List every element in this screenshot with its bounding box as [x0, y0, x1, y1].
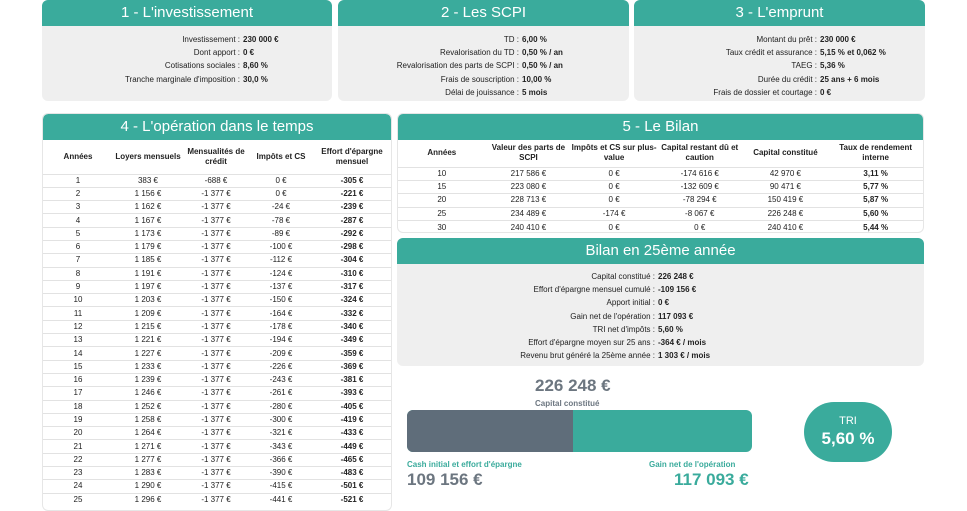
table-cell: 1 290 €	[113, 480, 183, 493]
kv-row	[397, 323, 924, 336]
column-header: Années	[63, 151, 93, 161]
table-cell: 6	[43, 240, 113, 253]
table-row	[43, 334, 391, 347]
table-cell: 90 471 €	[743, 180, 829, 193]
bilan-header-row	[398, 140, 923, 167]
table-cell: -1 377 €	[183, 240, 249, 253]
table-cell: -100 €	[249, 240, 313, 253]
kv-label: Apport initial :	[606, 298, 655, 308]
operation-card	[42, 113, 392, 511]
kv-row	[42, 59, 332, 72]
table-row	[398, 167, 923, 180]
kv-row	[634, 86, 925, 99]
table-cell: -221 €	[313, 187, 391, 200]
table-cell: 1 203 €	[113, 294, 183, 307]
kv-row	[338, 46, 629, 59]
kv-row	[42, 73, 332, 86]
table-cell: 1 227 €	[113, 347, 183, 360]
table-cell: 10	[398, 167, 486, 180]
table-cell: -483 €	[313, 467, 391, 480]
table-cell: 7	[43, 254, 113, 267]
table-cell: -441 €	[249, 493, 313, 506]
kv-label: Revalorisation du TD :	[440, 48, 519, 58]
loan-list	[634, 26, 925, 99]
table-cell: -280 €	[249, 400, 313, 413]
table-cell: -369 €	[313, 360, 391, 373]
table-row	[43, 214, 391, 227]
table-cell: -174 €	[571, 207, 657, 220]
table-cell: 0 €	[249, 187, 313, 200]
table-cell: -449 €	[313, 440, 391, 453]
table-cell: 15	[398, 180, 486, 193]
table-cell: 25	[43, 493, 113, 506]
table-cell: -1 377 €	[183, 294, 249, 307]
table-row	[43, 400, 391, 413]
kv-value: 5,15 % et 0,062 %	[820, 48, 886, 58]
table-cell: -292 €	[313, 227, 391, 240]
table-row	[43, 240, 391, 253]
table-cell: -1 377 €	[183, 453, 249, 466]
table-cell: 20	[43, 427, 113, 440]
table-row	[43, 254, 391, 267]
kv-row	[338, 86, 629, 99]
table-cell: 0 €	[571, 194, 657, 207]
table-cell: 1 271 €	[113, 440, 183, 453]
table-row	[43, 294, 391, 307]
kv-row	[397, 310, 924, 323]
table-cell: 21	[43, 440, 113, 453]
operation-title: 4 - L'opération dans le temps	[43, 114, 391, 140]
table-cell: -433 €	[313, 427, 391, 440]
table-row	[43, 453, 391, 466]
kv-label: Durée du crédit :	[757, 74, 817, 84]
table-cell: -112 €	[249, 254, 313, 267]
kv-label: Tranche marginale d'imposition :	[124, 74, 240, 84]
table-cell: -1 377 €	[183, 187, 249, 200]
kv-value: 0,50 % / an	[522, 48, 563, 58]
kv-value: 0 €	[820, 87, 832, 97]
table-cell: 0 €	[571, 180, 657, 193]
table-cell: 9	[43, 280, 113, 293]
kv-label: TD :	[503, 35, 519, 44]
table-cell: -1 377 €	[183, 480, 249, 493]
kv-label: Effort d'épargne mensuel cumulé :	[533, 285, 655, 295]
kv-value: 25 ans + 6 mois	[820, 74, 880, 84]
table-cell: 234 489 €	[486, 207, 572, 220]
table-cell: 1 264 €	[113, 427, 183, 440]
table-row	[43, 201, 391, 214]
table-cell: 15	[43, 360, 113, 373]
tri-badge	[804, 402, 892, 462]
table-cell: -393 €	[313, 387, 391, 400]
table-row	[43, 467, 391, 480]
table-cell: -381 €	[313, 373, 391, 386]
bilan25-card	[397, 238, 924, 366]
table-row	[43, 307, 391, 320]
table-row	[43, 427, 391, 440]
kv-row	[338, 73, 629, 86]
table-row	[398, 221, 923, 233]
operation-table	[43, 140, 391, 506]
table-cell: -1 377 €	[183, 373, 249, 386]
table-cell: -405 €	[313, 400, 391, 413]
table-row	[398, 194, 923, 207]
table-cell: -1 377 €	[183, 320, 249, 333]
table-cell: 19	[43, 413, 113, 426]
investment-list	[42, 26, 332, 86]
kv-row	[338, 33, 629, 46]
table-cell: -24 €	[249, 201, 313, 214]
table-row	[43, 360, 391, 373]
table-cell: -465 €	[313, 453, 391, 466]
table-cell: -521 €	[313, 493, 391, 506]
table-cell: 2	[43, 187, 113, 200]
table-cell: 42 970 €	[743, 167, 829, 180]
table-cell: 1 179 €	[113, 240, 183, 253]
bilan25-title: Bilan en 25ème année	[397, 238, 924, 264]
table-cell: -366 €	[249, 453, 313, 466]
scpi-title: 2 - Les SCPI	[338, 0, 629, 26]
table-cell: -1 377 €	[183, 201, 249, 214]
kv-row	[397, 283, 924, 296]
table-cell: 5,77 %	[828, 180, 923, 193]
table-cell: 17	[43, 387, 113, 400]
table-row	[43, 493, 391, 506]
kv-label: Capital constitué :	[591, 272, 655, 281]
table-cell: -1 377 €	[183, 214, 249, 227]
kv-label: Montant du prêt :	[756, 35, 817, 44]
column-header: Années	[427, 148, 457, 158]
table-cell: -261 €	[249, 387, 313, 400]
table-cell: 10	[43, 294, 113, 307]
gain-label: Gain net de l'opération	[649, 460, 736, 469]
table-cell: -390 €	[249, 467, 313, 480]
table-cell: -243 €	[249, 373, 313, 386]
kv-value: 6,00 %	[522, 35, 547, 44]
table-cell: -1 377 €	[183, 400, 249, 413]
table-cell: 4	[43, 214, 113, 227]
kv-label: Frais de dossier et courtage :	[713, 87, 817, 97]
table-cell: 383 €	[113, 174, 183, 187]
operation-body	[43, 174, 391, 506]
kv-row	[397, 296, 924, 309]
bilan25-list	[397, 264, 924, 362]
table-cell: -305 €	[313, 174, 391, 187]
kv-value: -364 € / mois	[658, 338, 707, 348]
investment-card	[42, 0, 332, 101]
scpi-list	[338, 26, 629, 99]
table-cell: -501 €	[313, 480, 391, 493]
capital-label: Capital constitué	[535, 399, 600, 408]
cash-bar-segment	[407, 410, 573, 452]
bilan-title: 5 - Le Bilan	[398, 114, 923, 140]
kv-value: 230 000 €	[243, 35, 279, 44]
table-cell: 22	[43, 453, 113, 466]
kv-label: TAEG :	[791, 61, 817, 71]
scpi-card	[338, 0, 629, 101]
table-cell: 0 €	[657, 221, 743, 233]
table-cell: -359 €	[313, 347, 391, 360]
kv-label: TRI net d'impôts :	[592, 324, 655, 334]
bilan-card	[397, 113, 924, 233]
table-cell: -78 €	[249, 214, 313, 227]
table-row	[43, 174, 391, 187]
table-cell: -1 377 €	[183, 360, 249, 373]
table-cell: 25	[398, 207, 486, 220]
table-row	[43, 387, 391, 400]
kv-label: Dont apport :	[193, 48, 240, 58]
kv-value: 226 248 €	[658, 272, 694, 281]
table-cell: 1 156 €	[113, 187, 183, 200]
kv-row	[634, 59, 925, 72]
column-header: Taux de rendement interne	[839, 143, 913, 163]
table-cell: -78 294 €	[657, 194, 743, 207]
table-cell: -1 377 €	[183, 254, 249, 267]
kv-row	[397, 270, 924, 283]
table-cell: -1 377 €	[183, 280, 249, 293]
table-cell: 1 191 €	[113, 267, 183, 280]
table-cell: 1 221 €	[113, 334, 183, 347]
table-row	[43, 347, 391, 360]
kv-row	[634, 73, 925, 86]
table-cell: -178 €	[249, 320, 313, 333]
table-cell: -194 €	[249, 334, 313, 347]
kv-label: Revalorisation des parts de SCPI :	[396, 61, 519, 71]
column-header: Valeur des parts de SCPI	[491, 143, 566, 163]
gain-value: 117 093 €	[674, 470, 749, 489]
table-cell: -1 377 €	[183, 347, 249, 360]
table-cell: 11	[43, 307, 113, 320]
table-cell: -310 €	[313, 267, 391, 280]
table-cell: -287 €	[313, 214, 391, 227]
kv-label: Cotisations sociales :	[164, 61, 240, 71]
table-cell: 1	[43, 174, 113, 187]
kv-value: 117 093 €	[658, 311, 694, 321]
table-cell: -1 377 €	[183, 307, 249, 320]
table-cell: -124 €	[249, 267, 313, 280]
table-cell: 240 410 €	[743, 221, 829, 233]
table-row	[43, 320, 391, 333]
loan-card	[634, 0, 925, 101]
kv-row	[338, 59, 629, 72]
table-cell: 1 162 €	[113, 201, 183, 214]
table-cell: -150 €	[249, 294, 313, 307]
table-row	[43, 280, 391, 293]
loan-title: 3 - L'emprunt	[634, 0, 925, 26]
table-cell: -226 €	[249, 360, 313, 373]
table-cell: -89 €	[249, 227, 313, 240]
table-cell: -1 377 €	[183, 427, 249, 440]
kv-value: 5,36 %	[820, 61, 845, 71]
table-cell: -1 377 €	[183, 493, 249, 506]
table-cell: 5	[43, 227, 113, 240]
table-cell: 1 246 €	[113, 387, 183, 400]
table-cell: -1 377 €	[183, 413, 249, 426]
kv-row	[634, 33, 925, 46]
kv-value: 30,0 %	[243, 74, 268, 84]
operation-header-row	[43, 140, 391, 174]
table-cell: -164 €	[249, 307, 313, 320]
table-cell: 1 209 €	[113, 307, 183, 320]
table-cell: 1 197 €	[113, 280, 183, 293]
table-row	[43, 413, 391, 426]
table-cell: -1 377 €	[183, 440, 249, 453]
table-cell: 0 €	[249, 174, 313, 187]
kv-label: Gain net de l'opération :	[570, 311, 655, 321]
kv-row	[634, 46, 925, 59]
kv-label: Frais de souscription :	[440, 74, 519, 84]
table-cell: 5,87 %	[828, 194, 923, 207]
table-cell: -1 377 €	[183, 334, 249, 347]
table-cell: -209 €	[249, 347, 313, 360]
column-header: Capital restant dû et caution	[661, 143, 739, 163]
table-cell: 5,44 %	[828, 221, 923, 233]
table-cell: 3	[43, 201, 113, 214]
table-cell: 1 167 €	[113, 214, 183, 227]
table-cell: -340 €	[313, 320, 391, 333]
table-cell: 1 258 €	[113, 413, 183, 426]
kv-value: 0 €	[243, 48, 255, 58]
investment-title: 1 - L'investissement	[42, 0, 332, 26]
table-cell: 1 296 €	[113, 493, 183, 506]
kv-value: 230 000 €	[820, 35, 856, 44]
kv-row	[42, 33, 332, 46]
table-cell: -317 €	[313, 280, 391, 293]
kv-value: 0 €	[658, 298, 670, 308]
table-cell: -132 609 €	[657, 180, 743, 193]
column-header: Impôts et CS	[256, 151, 306, 161]
table-cell: 1 215 €	[113, 320, 183, 333]
bilan-body	[398, 167, 923, 233]
table-row	[43, 227, 391, 240]
table-cell: 150 419 €	[743, 194, 829, 207]
table-cell: -1 377 €	[183, 227, 249, 240]
column-header: Loyers mensuels	[115, 151, 181, 161]
table-cell: 1 233 €	[113, 360, 183, 373]
table-cell: -419 €	[313, 413, 391, 426]
kv-label: Délai de jouissance :	[445, 87, 519, 97]
kv-row	[397, 336, 924, 349]
table-cell: -304 €	[313, 254, 391, 267]
table-cell: 5,60 %	[828, 207, 923, 220]
kv-label: Investissement :	[182, 35, 240, 44]
table-cell: 1 283 €	[113, 467, 183, 480]
kv-value: 5,60 %	[658, 324, 683, 334]
cash-label: Cash initial et effort d'épargne	[407, 460, 522, 469]
table-cell: -321 €	[249, 427, 313, 440]
kv-value: -109 156 €	[658, 285, 697, 295]
tri-value: 5,60 %	[821, 429, 875, 448]
table-cell: 8	[43, 267, 113, 280]
table-cell: -1 377 €	[183, 387, 249, 400]
kv-row	[397, 349, 924, 362]
table-cell: 1 252 €	[113, 400, 183, 413]
table-cell: 18	[43, 400, 113, 413]
kv-value: 5 mois	[522, 87, 548, 97]
table-row	[43, 480, 391, 493]
table-cell: -298 €	[313, 240, 391, 253]
table-cell: 30	[398, 221, 486, 233]
table-cell: 1 185 €	[113, 254, 183, 267]
table-cell: -324 €	[313, 294, 391, 307]
table-cell: 3,11 %	[828, 167, 923, 180]
table-cell: 0 €	[571, 167, 657, 180]
kv-value: 8,60 %	[243, 61, 268, 71]
kv-value: 1 303 € / mois	[658, 351, 711, 361]
table-cell: 23	[43, 467, 113, 480]
table-cell: -1 377 €	[183, 467, 249, 480]
kv-value: 0,50 % / an	[522, 61, 563, 71]
column-header: Capital constitué	[753, 148, 818, 158]
table-cell: 1 277 €	[113, 453, 183, 466]
capital-bar	[407, 410, 752, 452]
bilan-table	[398, 140, 923, 233]
table-cell: 240 410 €	[486, 221, 572, 233]
column-header: Mensualités de crédit	[187, 146, 245, 166]
table-cell: 20	[398, 194, 486, 207]
table-row	[398, 207, 923, 220]
table-cell: 12	[43, 320, 113, 333]
table-row	[398, 180, 923, 193]
table-cell: -343 €	[249, 440, 313, 453]
table-row	[43, 267, 391, 280]
table-cell: 1 239 €	[113, 373, 183, 386]
kv-value: 10,00 %	[522, 74, 552, 84]
table-cell: 1 173 €	[113, 227, 183, 240]
table-cell: -1 377 €	[183, 267, 249, 280]
table-cell: -349 €	[313, 334, 391, 347]
table-cell: -239 €	[313, 201, 391, 214]
table-cell: 13	[43, 334, 113, 347]
table-cell: -300 €	[249, 413, 313, 426]
table-cell: -137 €	[249, 280, 313, 293]
cash-value: 109 156 €	[407, 470, 483, 489]
table-cell: 14	[43, 347, 113, 360]
kv-label: Effort d'épargne moyen sur 25 ans :	[528, 338, 655, 348]
table-cell: -688 €	[183, 174, 249, 187]
table-cell: -8 067 €	[657, 207, 743, 220]
table-cell: 226 248 €	[743, 207, 829, 220]
tri-label: TRI	[839, 415, 857, 427]
kv-label: Revenu brut généré la 25ème année :	[520, 351, 655, 361]
capital-value: 226 248 €	[535, 376, 611, 395]
column-header: Effort d'épargne mensuel	[321, 146, 383, 166]
table-cell: 228 713 €	[486, 194, 572, 207]
table-cell: 223 080 €	[486, 180, 572, 193]
table-row	[43, 187, 391, 200]
kv-row	[42, 46, 332, 59]
table-cell: 24	[43, 480, 113, 493]
column-header: Impôts et CS sur plus-value	[571, 143, 657, 163]
table-cell: -415 €	[249, 480, 313, 493]
table-cell: 16	[43, 373, 113, 386]
table-row	[43, 440, 391, 453]
table-row	[43, 373, 391, 386]
table-cell: -332 €	[313, 307, 391, 320]
table-cell: -174 616 €	[657, 167, 743, 180]
table-cell: 0 €	[571, 221, 657, 233]
kv-label: Taux crédit et assurance :	[725, 48, 817, 58]
table-cell: 217 586 €	[486, 167, 572, 180]
